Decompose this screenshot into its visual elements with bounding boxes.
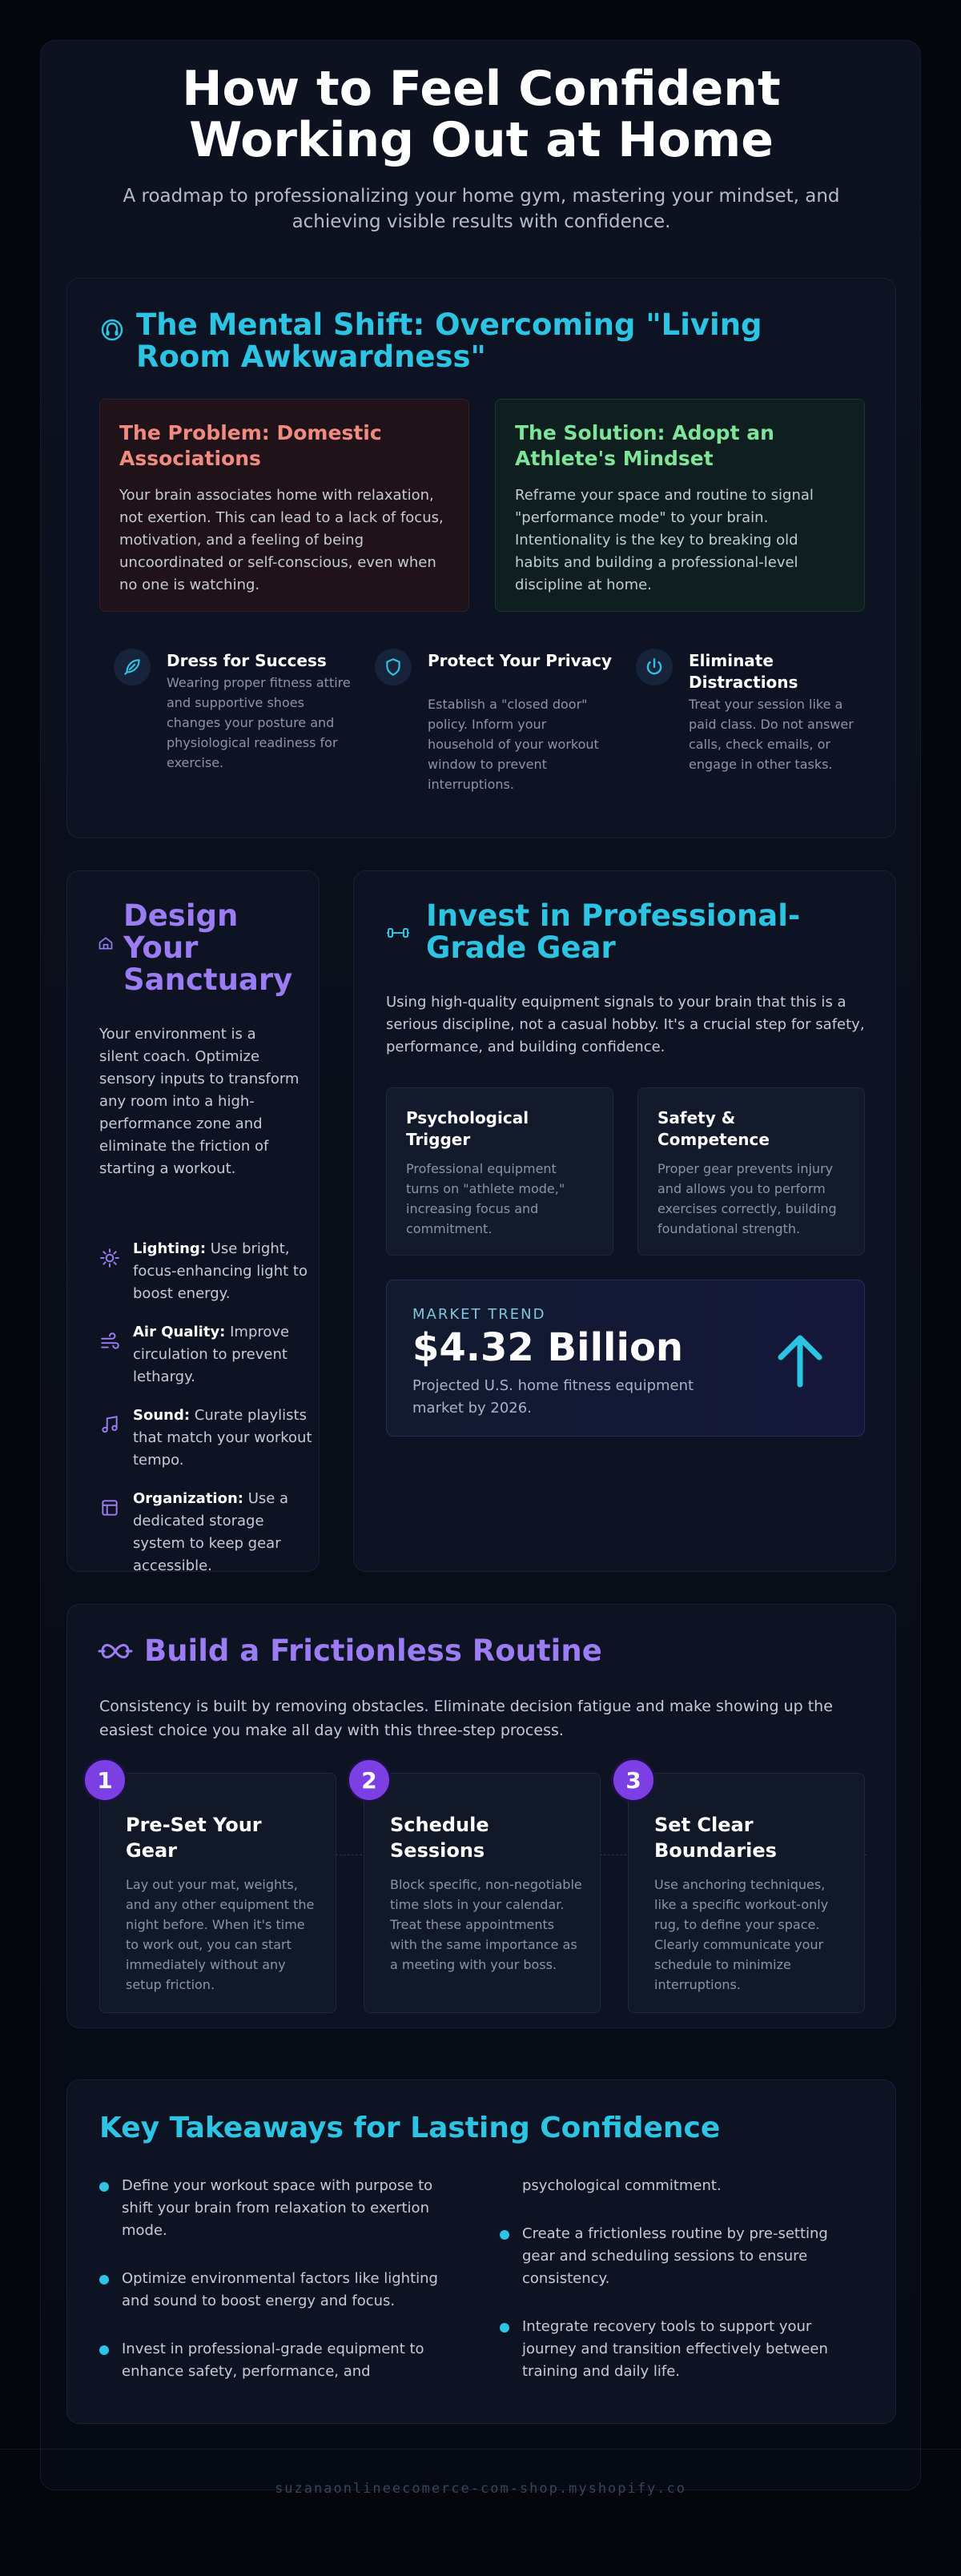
trend-label: MARKET TREND — [412, 1306, 546, 1323]
gear-card-title: Safety & Competence — [657, 1108, 770, 1149]
env-text — [133, 1405, 317, 1472]
power-icon — [636, 649, 673, 685]
bullet-dot — [99, 2275, 109, 2285]
gear-card-psychological — [386, 1087, 613, 1256]
takeaway-item — [99, 2175, 452, 2242]
layout-icon — [99, 1497, 120, 1518]
dumbbell-icon — [386, 921, 410, 945]
hero — [41, 63, 922, 235]
footer-url[interactable]: suzanaonlineecomerce-com-shop.myshopify.co — [275, 2481, 686, 2497]
step-card — [361, 1766, 601, 2013]
takeaway-text: Define your workout space with purpose to shift your brain from relaxation to exertion mode. — [122, 2177, 433, 2239]
takeaways-section — [66, 2080, 896, 2424]
step-title: Schedule Sessions — [390, 1814, 489, 1862]
env-label: Sound: — [133, 1407, 191, 1424]
takeaway-text: Create a frictionless routine by pre-setting gear and scheduling sessions to ensure consistency. — [522, 2225, 828, 2287]
takeaway-item — [99, 2338, 452, 2383]
page-title: How to Feel Confident Working Out at Home — [182, 61, 781, 168]
takeaway-item — [500, 2316, 852, 2383]
tip-title: Dress for Success — [167, 651, 327, 670]
takeaway-text: Invest in professional-grade equipment to enhance safety, performance, and — [122, 2341, 424, 2380]
gear-title: Invest in Professional-Grade Gear — [426, 898, 801, 965]
brain-icon — [99, 317, 125, 343]
takeaways-right-column — [500, 2175, 852, 2409]
env-desc: Use bright, focus-enhancing light to boost energy. — [133, 1240, 308, 1302]
trend-desc: Projected U.S. home fitness equipment market by 2026. — [412, 1377, 694, 1417]
takeaway-text: Integrate recovery tools to support your journey and transition effectively between training and daily life. — [522, 2318, 828, 2380]
sanctuary-section — [66, 870, 320, 1572]
gear-card-safety — [637, 1087, 865, 1256]
step-text: Lay out your mat, weights, and any other equipment the night before. When it's time to work out, you can start immediately without any setup friction. — [126, 1877, 315, 1992]
solution-title: The Solution: Adopt an Athlete's Mindset — [515, 421, 774, 470]
takeaway-item — [500, 2223, 852, 2290]
gear-card-text: Professional equipment turns on "athlete mode," increasing focus and commitment. — [406, 1161, 565, 1236]
gear-card-text: Proper gear prevents injury and allows you to perform exercises correctly, building foundational strength. — [657, 1161, 837, 1236]
home-icon — [98, 935, 114, 951]
market-trend-card — [386, 1280, 865, 1437]
solution-text: Reframe your space and routine to signal "performance mode" to your brain. Intentionality is the key to breaking old habits and building a professional-level discipline at home. — [515, 487, 814, 593]
gear-card-title: Psychological Trigger — [406, 1108, 529, 1149]
feather-icon — [114, 649, 151, 685]
step-text: Use anchoring techniques, like a specific workout-only rug, to define your space. Clearly communicate your schedule to minimize interruptions. — [654, 1877, 829, 1992]
solution-box — [495, 399, 865, 612]
sun-icon — [99, 1248, 120, 1268]
tip-title: Eliminate Distractions — [689, 651, 798, 692]
step-title: Pre-Set Your Gear — [126, 1814, 262, 1862]
step-card — [625, 1766, 865, 2013]
env-label: Air Quality: — [133, 1324, 226, 1340]
tip-text: Establish a "closed door" policy. Inform your household of your workout window to prevent interruptions. — [428, 697, 599, 792]
shield-icon — [375, 649, 412, 685]
infinity-icon — [98, 1638, 133, 1664]
routine-intro: Consistency is built by removing obstacles. Eliminate decision fatigue and make showing up the easiest choice you make all day with this three-step process. — [99, 1698, 833, 1739]
page-subtitle: A roadmap to professionalizing your home gym, mastering your mindset, and achieving visible results with confidence. — [123, 186, 840, 232]
step-number: 3 — [611, 1758, 656, 1802]
env-text — [133, 1238, 317, 1305]
env-label: Lighting: — [133, 1240, 207, 1257]
step-number: 2 — [347, 1758, 392, 1802]
gear-section — [353, 870, 896, 1572]
env-desc: Improve circulation to prevent lethargy. — [133, 1324, 290, 1385]
step-card — [97, 1766, 336, 2013]
problem-box — [99, 399, 469, 612]
gear-intro: Using high-quality equipment signals to your brain that this is a serious discipline, not a casual hobby. It's a crucial step for safety, performance, and building confidence. — [386, 994, 865, 1055]
problem-title: The Problem: Domestic Associations — [119, 421, 382, 470]
tip-title: Protect Your Privacy — [428, 651, 613, 670]
bullet-dot — [99, 2345, 109, 2355]
env-text — [133, 1321, 317, 1388]
wind-icon — [99, 1331, 120, 1352]
arrow-up-icon — [768, 1328, 832, 1392]
sanctuary-title: Design Your Sanctuary — [123, 898, 293, 997]
takeaways-left-column — [99, 2175, 452, 2409]
env-label: Organization: — [133, 1490, 243, 1507]
problem-text: Your brain associates home with relaxation, not exertion. This can lead to a lack of focus, motivation, and a feeling of being uncoordinated or self-conscious, even when no one is watching. — [119, 487, 444, 593]
sanctuary-intro: Your environment is a silent coach. Optimize sensory inputs to transform any room into a high-performance zone and eliminate the friction of starting a workout. — [99, 1026, 300, 1177]
routine-title: Build a Frictionless Routine — [144, 1634, 602, 1668]
tip-text: Wearing proper fitness attire and supportive shoes changes your posture and physiological readiness for exercise. — [167, 675, 351, 770]
page-container — [40, 40, 921, 2490]
routine-section — [66, 1604, 896, 2028]
bullet-dot — [99, 2182, 109, 2192]
env-desc: Curate playlists that match your workout tempo. — [133, 1407, 312, 1469]
takeaway-text: psychological commitment. — [522, 2177, 722, 2194]
mental-shift-section — [66, 278, 896, 838]
env-text — [133, 1488, 317, 1577]
step-text: Block specific, non-negotiable time slots in your calendar. Treat these appointments with the same importance as a meeting with your boss. — [390, 1877, 582, 1972]
music-icon — [99, 1414, 120, 1435]
takeaway-continuation — [500, 2175, 852, 2197]
takeaway-text: Optimize environmental factors like lighting and sound to boost energy and focus. — [122, 2270, 438, 2309]
bullet-dot — [500, 2323, 509, 2333]
bullet-dot — [500, 2230, 509, 2240]
step-number: 1 — [82, 1758, 127, 1802]
takeaways-title: Key Takeaways for Lasting Confidence — [99, 2112, 721, 2144]
step-title: Set Clear Boundaries — [654, 1814, 777, 1862]
mental-shift-title: The Mental Shift: Overcoming "Living Room Awkwardness" — [136, 307, 762, 374]
tip-text: Treat your session like a paid class. Do not answer calls, check emails, or engage in other tasks. — [689, 697, 854, 772]
env-desc: Use a dedicated storage system to keep gear accessible. — [133, 1490, 289, 1574]
trend-value: $4.32 Billion — [412, 1325, 684, 1370]
takeaway-item — [99, 2268, 452, 2313]
